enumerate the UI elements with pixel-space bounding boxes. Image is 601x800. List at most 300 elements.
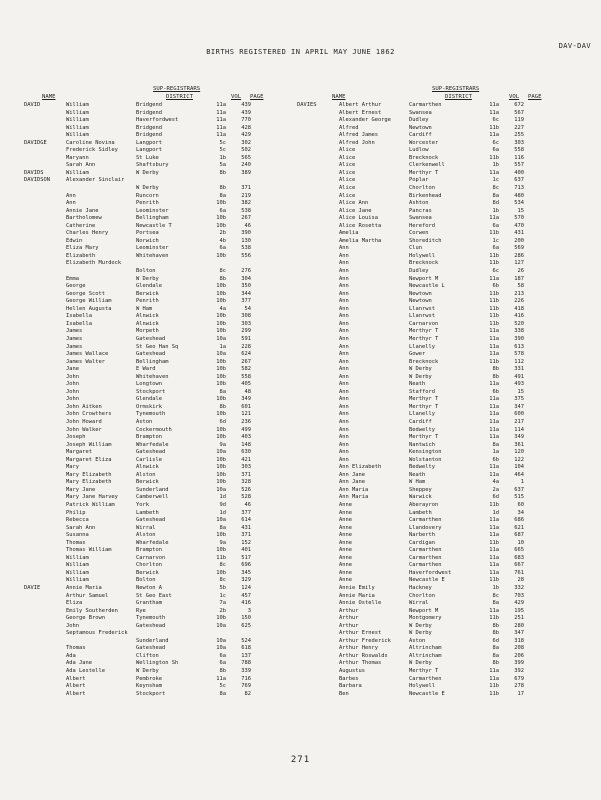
volume: 11b — [489, 690, 499, 697]
register-entry — [24, 608, 279, 616]
forename: Anne — [339, 547, 352, 554]
district: Brecknock — [409, 154, 439, 161]
district: Brecknock — [409, 260, 439, 267]
district: Brecknock — [409, 358, 439, 365]
district: Wellington Sh — [136, 660, 179, 667]
page-ref: 502 — [241, 147, 251, 154]
page-ref: 431 — [514, 230, 524, 237]
register-entry — [24, 449, 279, 457]
register-entry — [297, 517, 559, 525]
district: Bolton — [136, 268, 156, 275]
register-entry — [297, 283, 559, 291]
district: W Derby — [409, 630, 432, 637]
page-ref: 124 — [241, 585, 251, 591]
forename: Alexander Sinclair — [66, 177, 125, 184]
district: Chorlton — [409, 592, 435, 599]
page-ref: 392 — [514, 668, 524, 675]
district: Newtown — [409, 124, 432, 131]
volume: 11a — [489, 343, 499, 350]
register-entry — [297, 593, 559, 601]
page-ref: 400 — [514, 169, 524, 176]
forename: Ann — [339, 275, 349, 282]
register-entry — [297, 193, 559, 201]
forename: Thomas — [66, 645, 86, 652]
forename: Annie Jane — [66, 207, 99, 214]
district: Kensington — [409, 449, 442, 456]
forename: Arthur — [339, 607, 359, 614]
district: Alston — [136, 532, 156, 539]
volume: 11a — [216, 109, 226, 116]
volume: 6a — [219, 660, 226, 667]
register-entry — [297, 419, 559, 427]
volume: 11b — [489, 305, 499, 312]
page-ref: 331 — [514, 366, 524, 373]
register-entry — [297, 155, 559, 163]
page-ref: 121 — [241, 411, 251, 418]
forename: Mary Elizabeth — [66, 479, 112, 486]
page-ref: 208 — [514, 645, 524, 652]
register-entry — [297, 457, 559, 465]
forename: Margaret Eliza — [66, 456, 112, 463]
volume: 11a — [489, 668, 499, 675]
forename: John Crowthers — [66, 411, 112, 418]
volume: 11b — [489, 577, 499, 584]
district: Clun — [409, 245, 422, 252]
forename: Ada — [66, 652, 76, 659]
volume: 11a — [489, 554, 499, 561]
register-entry — [297, 472, 559, 480]
register-entry — [24, 366, 279, 374]
forename: Catherine — [66, 222, 96, 229]
volume: 8a — [219, 524, 226, 531]
page-ref: 569 — [514, 245, 524, 252]
page-ref: 570 — [514, 215, 524, 222]
page-ref: 28 — [517, 577, 524, 584]
register-entry — [297, 215, 559, 223]
district: Ludlow — [409, 147, 429, 154]
forename: Anne — [339, 501, 352, 508]
volume: 11a — [489, 275, 499, 282]
register-entry — [24, 593, 279, 601]
district: Penrith — [136, 298, 159, 305]
page-ref: 464 — [514, 471, 524, 478]
forename: James — [66, 328, 83, 335]
district: Langport — [136, 139, 162, 146]
forename: Ada Jane — [66, 660, 92, 667]
forename: Ann — [339, 434, 349, 441]
page-ref: 591 — [241, 335, 251, 342]
forename: William — [66, 117, 89, 124]
page-ref: 332 — [514, 585, 524, 591]
volume: 6a — [219, 207, 226, 214]
page-ref: 371 — [241, 185, 251, 192]
forename: Mary Jane Harvey — [66, 494, 118, 501]
district: Pancras — [409, 207, 432, 214]
volume: 2b — [219, 607, 226, 614]
volume: 10b — [216, 471, 226, 478]
district: Dudley — [409, 117, 429, 124]
page-ref: 493 — [514, 381, 524, 388]
forename: Joseph William — [66, 441, 112, 448]
district: Clerkenwell — [409, 162, 445, 169]
volume: 1a — [219, 343, 226, 350]
district: Aston — [136, 418, 153, 425]
register-entry — [297, 298, 559, 306]
volume: 10b — [216, 479, 226, 486]
register-entry — [24, 464, 279, 472]
volume: 1b — [219, 154, 226, 161]
volume: 11a — [489, 547, 499, 554]
forename: Ann — [339, 252, 349, 259]
district: Rye — [136, 607, 146, 614]
volume: 10a — [216, 449, 226, 456]
district-column-header: DISTRICT — [166, 94, 193, 100]
forename: Anne — [339, 569, 352, 576]
volume: 9a — [219, 441, 226, 448]
district: Stafford — [409, 388, 435, 395]
forename: George Scott — [66, 290, 105, 297]
forename: Alfred James — [339, 132, 378, 139]
volume: 1d — [219, 509, 226, 516]
forename: Ann — [339, 343, 349, 350]
page-ref: 114 — [514, 426, 524, 433]
volume: 5c — [219, 683, 226, 690]
register-entry — [297, 185, 559, 193]
page-ref: 770 — [241, 117, 251, 124]
register-entry — [297, 321, 559, 329]
page-ref: 389 — [241, 169, 251, 176]
page-ref: 520 — [514, 320, 524, 327]
page-ref: 667 — [514, 562, 524, 569]
district: Gateshead — [136, 517, 166, 524]
forename: Ann Elizabeth — [339, 464, 382, 471]
volume: 1c — [219, 592, 226, 599]
forename: John — [66, 381, 79, 388]
forename: John Walker — [66, 426, 102, 433]
forename: Alice — [339, 147, 356, 154]
volume: 11a — [216, 117, 226, 124]
page-ref: 240 — [241, 162, 251, 169]
volume: 11a — [489, 335, 499, 342]
page-ref: 382 — [241, 200, 251, 207]
page-ref: 347 — [514, 403, 524, 410]
register-entry — [24, 344, 279, 352]
volume: 10a — [216, 335, 226, 342]
volume: 5c — [219, 147, 226, 154]
district: Dudley — [409, 268, 429, 275]
page-ref: 637 — [514, 486, 524, 493]
district: Warwick — [409, 494, 432, 501]
register-entry — [297, 645, 559, 653]
surname: DAVIE — [24, 585, 41, 591]
forename: Elizabeth — [66, 252, 96, 259]
district: Gower — [409, 351, 426, 358]
volume: 8a — [492, 652, 499, 659]
register-entry — [24, 230, 279, 238]
page-ref: 429 — [241, 132, 251, 139]
volume: 8c — [219, 577, 226, 584]
register-entry — [24, 193, 279, 201]
page-ref: 428 — [241, 124, 251, 131]
forename: Sarah Ann — [66, 162, 96, 169]
register-entry — [297, 532, 559, 540]
volume: 11a — [489, 418, 499, 425]
volume: 4b — [219, 237, 226, 244]
index-range: DAV-DAV — [558, 42, 591, 50]
forename: Alice Jane — [339, 207, 372, 214]
district: Gateshead — [136, 449, 166, 456]
page-ref: 403 — [241, 434, 251, 441]
forename: Mary Jane — [66, 486, 96, 493]
page-ref: 390 — [514, 335, 524, 342]
district: Aston — [409, 637, 426, 644]
register-entry — [297, 427, 559, 435]
page-ref: 213 — [514, 290, 524, 297]
page-ref: 26 — [517, 268, 524, 275]
page-ref: 377 — [241, 509, 251, 516]
forename: Ann — [339, 245, 349, 252]
page-ref: 318 — [514, 637, 524, 644]
forename: Ann — [339, 335, 349, 342]
page-ref: 687 — [514, 532, 524, 539]
district: Gateshead — [136, 335, 166, 342]
district: Berwick — [136, 290, 159, 297]
district: St Luke — [136, 154, 159, 161]
page-ref: 582 — [241, 366, 251, 373]
page-ref: 329 — [241, 577, 251, 584]
district: Llanelly — [409, 343, 435, 350]
district: Merthyr T — [409, 335, 439, 342]
page-ref: 15 — [517, 388, 524, 395]
district: Penrith — [136, 200, 159, 207]
forename: Alice Ann — [339, 200, 369, 207]
district: Bellingham — [136, 215, 169, 222]
forename: Thomas — [66, 539, 86, 546]
register-entry — [24, 177, 279, 185]
page-ref: 48 — [244, 388, 251, 395]
register-entry — [24, 117, 279, 125]
register-entry — [24, 457, 279, 465]
district: Clifton — [136, 652, 159, 659]
register-entry — [297, 464, 559, 472]
page-ref: 206 — [514, 652, 524, 659]
forename: Sarah Ann — [66, 524, 96, 531]
forename: Augustus — [339, 668, 365, 675]
volume: 10b — [216, 200, 226, 207]
forename: Ann — [339, 381, 349, 388]
register-entry — [24, 140, 279, 148]
volume: 8c — [492, 592, 499, 599]
register-entry — [297, 502, 559, 510]
volume: 11a — [489, 215, 499, 222]
volume: 11b — [489, 313, 499, 320]
forename: Ann — [339, 268, 349, 275]
register-entry — [24, 381, 279, 389]
page-ref: 416 — [241, 600, 251, 607]
district: Newcastle T — [136, 222, 172, 229]
register-entry — [297, 653, 559, 661]
forename: Ann — [339, 388, 349, 395]
forename: William — [66, 562, 89, 569]
forename: Alice — [339, 192, 356, 199]
volume: 11a — [489, 411, 499, 418]
register-entry — [24, 668, 279, 676]
register-entry — [24, 155, 279, 163]
page-ref: 429 — [514, 600, 524, 607]
forename: John — [66, 396, 79, 403]
district: Gateshead — [136, 622, 166, 629]
page-ref: 614 — [241, 517, 251, 524]
forename: Elizabeth Murdock — [66, 260, 122, 267]
forename: Mary Elizabeth — [66, 471, 112, 478]
forename: Alice — [339, 162, 356, 169]
register-entry — [24, 276, 279, 284]
district: Pembroke — [136, 675, 162, 682]
district: Wharfedale — [136, 441, 169, 448]
district: Alnwick — [136, 313, 159, 320]
district: Alnwick — [136, 320, 159, 327]
volume: 10b — [216, 215, 226, 222]
page-ref: 557 — [514, 162, 524, 169]
volume: 6a — [492, 147, 499, 154]
page-ref: 276 — [241, 268, 251, 275]
district: Llandovery — [409, 524, 442, 531]
page-ref: 236 — [241, 418, 251, 425]
register-entry — [297, 600, 559, 608]
forename: Ann — [339, 305, 349, 312]
register-entry — [24, 223, 279, 231]
register-entry — [24, 510, 279, 518]
name-column-header: NAME — [42, 94, 56, 100]
register-entry — [24, 147, 279, 155]
page-ref: 399 — [514, 660, 524, 667]
forename: Ann — [339, 283, 349, 290]
district: W Ham — [409, 479, 426, 486]
district: Llanrwst — [409, 305, 435, 312]
register-entry — [297, 487, 559, 495]
surname: DAVIDSON — [24, 177, 50, 184]
forename: Ann — [339, 456, 349, 463]
page-ref: 600 — [514, 411, 524, 418]
volume: 11b — [489, 683, 499, 690]
forename: Arthur Roswalds — [339, 652, 388, 659]
page-ref: 3 — [247, 607, 251, 614]
register-entry — [297, 547, 559, 555]
forename: Ann Maria — [339, 494, 369, 501]
district: Newcastle E — [409, 577, 445, 584]
page-ref: 556 — [241, 252, 251, 259]
register-entry — [24, 660, 279, 668]
forename: Alice Louisa — [339, 215, 378, 222]
volume: 10b — [216, 411, 226, 418]
register-entry — [24, 396, 279, 404]
register-entry — [297, 525, 559, 533]
district: Berwick — [136, 569, 159, 576]
district: W Derby — [136, 185, 159, 192]
volume: 11a — [489, 532, 499, 539]
volume: 10b — [216, 252, 226, 259]
page-ref: 769 — [241, 683, 251, 690]
page-ref: 148 — [241, 441, 251, 448]
volume: 1b — [492, 162, 499, 169]
register-entry — [297, 389, 559, 397]
forename: Ann — [339, 290, 349, 297]
page-ref: 524 — [241, 637, 251, 644]
page-ref: 116 — [514, 154, 524, 161]
district: Llanelly — [409, 411, 435, 418]
district: Wolstanton — [409, 456, 442, 463]
volume: 10b — [216, 615, 226, 622]
page-ref: 34 — [517, 509, 524, 516]
register-entry — [297, 562, 559, 570]
register-entry — [24, 653, 279, 661]
volume: 6d — [492, 494, 499, 501]
forename: Ann — [339, 366, 349, 373]
register-entry — [24, 253, 279, 261]
district: Newcastle E — [409, 690, 445, 697]
district: Newport M — [409, 275, 439, 282]
page-ref: 350 — [241, 283, 251, 290]
forename: Isabella — [66, 320, 92, 327]
volume: 10b — [216, 298, 226, 305]
forename: Anne — [339, 554, 352, 561]
district: W Derby — [136, 169, 159, 176]
register-entry — [297, 132, 559, 140]
volume: 8b — [219, 169, 226, 176]
district: Norwich — [136, 237, 159, 244]
volume: 1c — [492, 237, 499, 244]
page-ref: 302 — [241, 139, 251, 146]
page-ref: 267 — [241, 358, 251, 365]
volume: 10a — [216, 645, 226, 652]
forename: Ann Jane — [339, 479, 365, 486]
district: Bridgend — [136, 132, 162, 139]
forename: Arthur Thomas — [339, 660, 382, 667]
page-ref: 683 — [514, 554, 524, 561]
page-ref: 303 — [241, 320, 251, 327]
forename: Eliza Mary — [66, 245, 99, 252]
volume: 8a — [219, 690, 226, 697]
volume: 11a — [489, 471, 499, 478]
register-entry — [297, 668, 559, 676]
register-entry — [24, 185, 279, 193]
volume: 8b — [219, 185, 226, 192]
page-ref: 601 — [241, 403, 251, 410]
forename: Margaret — [66, 449, 92, 456]
page-ref: 303 — [241, 464, 251, 471]
forename: Ann — [66, 200, 76, 207]
volume: 10b — [216, 547, 226, 554]
register-entry — [24, 238, 279, 246]
forename: Arthur Samuel — [66, 592, 109, 599]
forename: Ann — [339, 426, 349, 433]
forename: Alice — [339, 169, 356, 176]
page-ref: 339 — [241, 668, 251, 675]
register-entry — [24, 215, 279, 223]
district: Ormskirk — [136, 403, 162, 410]
page-ref: 788 — [241, 660, 251, 667]
register-entry — [24, 200, 279, 208]
page-ref: 46 — [244, 501, 251, 508]
district: Wharfedale — [136, 539, 169, 546]
register-entry — [24, 585, 279, 593]
forename: Arthur Henry — [339, 645, 378, 652]
volume: 11b — [489, 230, 499, 237]
district: Corwen — [409, 230, 429, 237]
register-entry — [24, 328, 279, 336]
volume: 7a — [219, 600, 226, 607]
district: Lambeth — [136, 509, 159, 516]
